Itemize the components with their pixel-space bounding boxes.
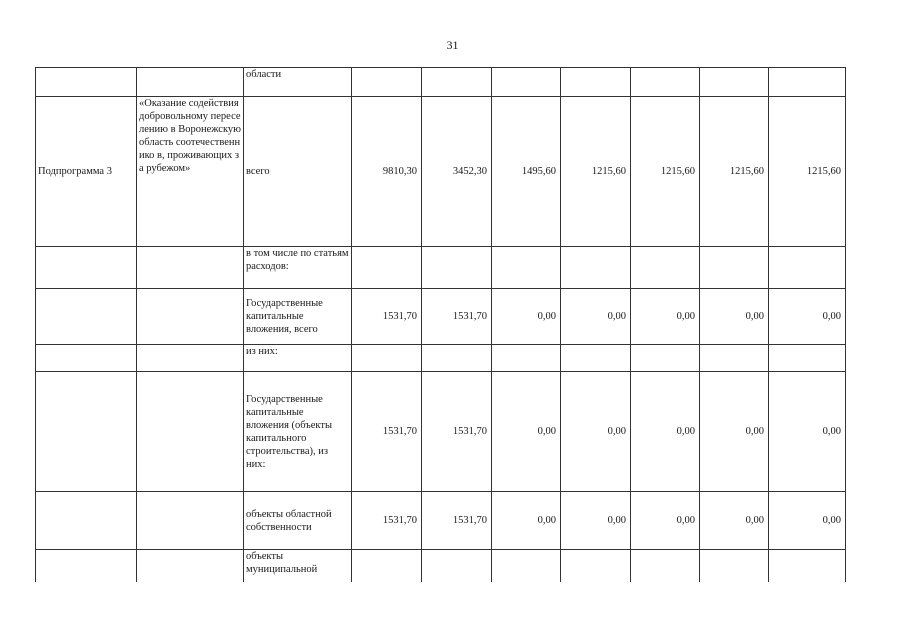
program-name-cell <box>137 550 244 582</box>
value-cell <box>700 345 769 372</box>
value-cell: 0,00 <box>700 289 769 345</box>
value-cell <box>561 68 631 97</box>
program-cell <box>36 68 137 97</box>
value-cell: 1531,70 <box>422 289 492 345</box>
value-cell <box>700 68 769 97</box>
value-cell: 0,00 <box>700 492 769 550</box>
table-row <box>36 492 846 550</box>
expense-type-cell: всего <box>244 97 352 247</box>
program-cell <box>36 289 137 345</box>
value-cell <box>700 247 769 289</box>
value-cell <box>352 550 422 582</box>
value-cell <box>631 68 700 97</box>
value-cell: 9810,30 <box>352 97 422 247</box>
program-cell <box>36 247 137 289</box>
value-cell: 0,00 <box>769 492 846 550</box>
value-cell <box>561 345 631 372</box>
program-name-cell <box>137 492 244 550</box>
program-name-cell: «Оказание содействия добровольному переселению в Воронежскую область соотечественнико в, проживающих за рубежом» <box>137 97 244 247</box>
value-cell <box>631 345 700 372</box>
value-cell: 0,00 <box>769 289 846 345</box>
budget-table <box>35 67 846 582</box>
table-row <box>36 550 846 582</box>
value-cell <box>492 68 561 97</box>
expense-type-cell: в том числе по статьям расходов: <box>244 247 352 289</box>
page-number: 31 <box>446 38 459 52</box>
expense-type-cell: области <box>244 68 352 97</box>
value-cell: 1215,60 <box>631 97 700 247</box>
value-cell: 1215,60 <box>561 97 631 247</box>
value-cell: 1495,60 <box>492 97 561 247</box>
value-cell <box>422 345 492 372</box>
value-cell <box>422 247 492 289</box>
value-cell: 0,00 <box>561 372 631 492</box>
table-row <box>36 247 846 289</box>
table-row <box>36 289 846 345</box>
value-cell <box>700 550 769 582</box>
value-cell: 0,00 <box>769 372 846 492</box>
table-row <box>36 372 846 492</box>
expense-type-cell: Государственные капитальные вложения, всего <box>244 289 352 345</box>
value-cell <box>769 68 846 97</box>
value-cell: 0,00 <box>631 492 700 550</box>
program-name-cell <box>137 289 244 345</box>
value-cell: 0,00 <box>561 289 631 345</box>
value-cell: 1215,60 <box>700 97 769 247</box>
program-name-cell <box>137 68 244 97</box>
value-cell: 0,00 <box>561 492 631 550</box>
expense-type-cell: из них: <box>244 345 352 372</box>
program-cell <box>36 492 137 550</box>
value-cell <box>422 550 492 582</box>
table-row <box>36 345 846 372</box>
table-row <box>36 68 846 97</box>
value-cell: 0,00 <box>492 372 561 492</box>
value-cell: 1531,70 <box>422 372 492 492</box>
value-cell <box>352 247 422 289</box>
value-cell <box>422 68 492 97</box>
value-cell: 0,00 <box>631 289 700 345</box>
value-cell: 1531,70 <box>352 492 422 550</box>
value-cell: 0,00 <box>700 372 769 492</box>
value-cell: 1215,60 <box>769 97 846 247</box>
program-name-cell <box>137 372 244 492</box>
program-name-cell <box>137 247 244 289</box>
value-cell <box>561 550 631 582</box>
value-cell <box>492 247 561 289</box>
expense-type-cell: объекты областной собственности <box>244 492 352 550</box>
value-cell <box>631 550 700 582</box>
value-cell <box>492 345 561 372</box>
program-cell: Подпрограмма 3 <box>36 97 137 247</box>
value-cell <box>769 550 846 582</box>
value-cell <box>769 247 846 289</box>
value-cell: 0,00 <box>492 289 561 345</box>
value-cell: 3452,30 <box>422 97 492 247</box>
value-cell <box>492 550 561 582</box>
expense-type-cell: Государственные капитальные вложения (объекты капитального строительства), из них: <box>244 372 352 492</box>
value-cell <box>352 68 422 97</box>
table-row <box>36 97 846 247</box>
value-cell <box>561 247 631 289</box>
value-cell <box>769 345 846 372</box>
program-cell <box>36 550 137 582</box>
value-cell <box>352 345 422 372</box>
value-cell: 0,00 <box>631 372 700 492</box>
value-cell: 0,00 <box>492 492 561 550</box>
value-cell: 1531,70 <box>422 492 492 550</box>
value-cell: 1531,70 <box>352 372 422 492</box>
value-cell <box>631 247 700 289</box>
program-cell <box>36 345 137 372</box>
value-cell: 1531,70 <box>352 289 422 345</box>
program-cell <box>36 372 137 492</box>
program-name-cell <box>137 345 244 372</box>
expense-type-cell: объекты муниципальной <box>244 550 352 582</box>
